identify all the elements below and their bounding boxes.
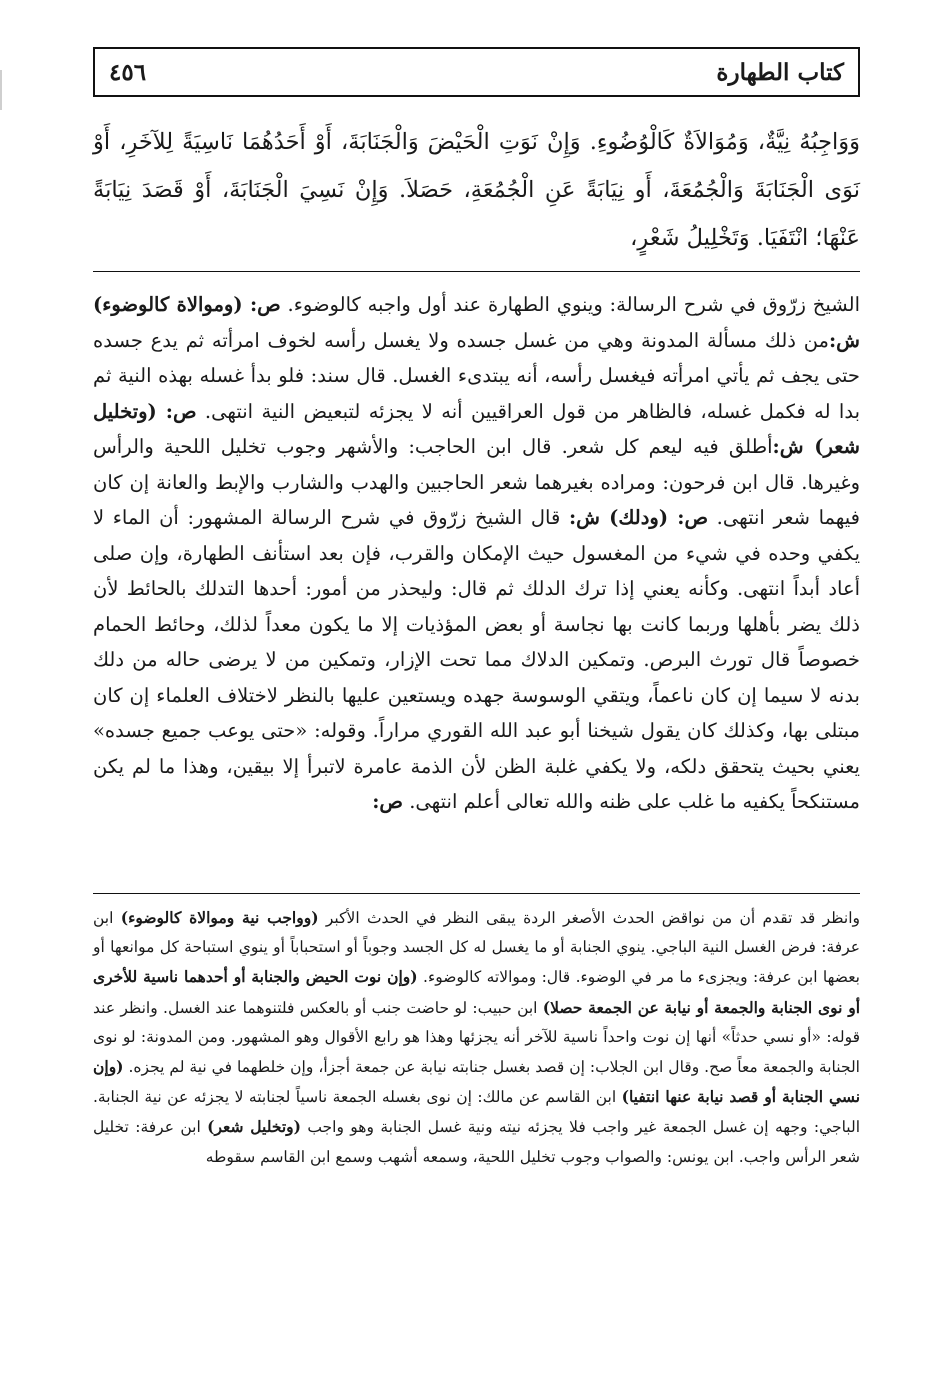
footnote-quote: (وواجب نية وموالاة كالوضوء) <box>120 908 319 927</box>
scan-edge-mark <box>0 70 2 110</box>
footnote-segment: ابن عرفة: فرض الغسل النية الباجي. ينوي الجنابة أو ما يغسل له كل الجسد وجوباً أو استحباباً أو ينوي استباحة كل موانعها أو بعضها ابن عرفة: ويجزىء ما مر في الوضوء. قال: وموالاته كالوضوء. <box>93 909 860 987</box>
page-header <box>93 47 860 97</box>
commentary-marker: ص: (وتخليل شعر) ش: <box>93 399 860 458</box>
commentary-marker: ص: (ودلك) ش: <box>568 506 709 529</box>
commentary-segment: قال الشيخ زرّوق في شرح الرسالة المشهور: أن الماء لا يكفي وحده في شيء من المغسول حيث الإمكان والقرب، فإن بعد استأنف الطهارة، وإن صلى أعاد أبداً انتهى. وكأنه يعني إذا ترك الدلك ثم قال: وليحذر من أمور: أحدها التدلك بالحائط لأن ذلك يضر بأهلها وربما كانت بها نجاسة أو بعض المؤذيات إلا ما يكون معداً لذلك، وحائط الحمام خصوصاً قال تورث البرص. وتمكين الدلاك مما تحت الإزار، وتمكين من لا يرضى حاله من دلك بدنه لا سيما إن كان ناعماً، ويتقي الوسوسة جهده ويستعين عليها بالنظر لاختلاف العلماء إن كان مبتلى بها، وكذلك كان يقول شيخنا أبو عبد الله القوري مراراً. وقوله: «حتى يوعب جميع جسده» يعني بحيث يتحقق دلكه، ولا يكفي غلبة الظن لأن الذمة عامرة لاتبرأ إلا بيقين، وهذا ما لم يكن مستنكحاً يكفيه ما غلب على ظنه والله تعالى أعلم انتهى. <box>93 506 860 813</box>
footnote-segment: وانظر قد تقدم أن من نواقض الحدث الأصغر الردة يبقى النظر في الحدث الأكبر <box>318 909 860 927</box>
footnote-text <box>93 903 860 1172</box>
main-text: وَوَاجِبُهُ نِيَّةٌ، وَمُوَالاَةٌ كَالْوُضُوءِ. وَإِنْ نَوَتِ الْحَيْضَ وَالْجَنَابَةَ، أَوْ أَحَدُهُمَا نَاسِيَةً لِلآخَرِ، أَوْ نَوَى الْجَنَابَةَ وَالْجُمُعَةَ، أَو نِيَابَةً عَنِ الْجُمُعَةِ، حَصَلاَ. وَإِنْ نَسِيَ الْجَنَابَةَ، أَوْ قَصَدَ نِيَابَةً عَنْهَا؛ انْتَفَيَا. وَتَخْلِيلُ شَعْرٍ، <box>93 129 860 251</box>
commentary-segment: من ذلك مسألة المدونة وهي من غسل جسده ولا يغسل رأسه لخوف امرأته ثم يدع جسده حتى يجف ثم يأتي امرأته فيغسل رأسه، أنه يبتدىء الغسل. قال سند: فلو بدأ غسله بهذه النية ثم بدا له فكمل غسله، فالظاهر من قول العراقيين أنه لا يجزئه لتبعيض النية انتهى. <box>93 328 861 423</box>
footnote-quote: (وإن نوت الحيض والجنابة أو أحدهما ناسية للأخرى أو نوى الجنابة والجمعة أو نيابة عن الجمعة حصلا) <box>93 967 860 1017</box>
footnote-segment: ابن حبيب: لو حاضت جنب أو بالعكس فلتنوهما عند الغسل. وانظر عند قوله: «أو نسي حدثاً» أنها إن نوت واحداً ناسية للآخر أنه يجزئها وهذا هو رابع الأقوال وهو المشهور. ومن المدونة: لو نوى الجنابة والجمعة معاً صح. وقال ابن الجلاب: إن قصد بغسل جنابته نيابة عن جمعة أجزأ، وإن خلطهما في نية لم يجزه. <box>93 998 860 1077</box>
commentary-segment: أطلق فيه ليعم كل شعر. قال ابن الحاجب: والأشهر وجوب تخليل اللحية والرأس وغيرها. قال ابن فرحون: ومراده بغيرهما شعر الحاجبين والهدب والشارب والإبط والعانة إن كان فيهما شعر انتهى. <box>93 435 860 529</box>
commentary-segment: الشيخ زرّوق في شرح الرسالة: وينوي الطهارة عند أول واجبه كالوضوء. <box>280 293 860 316</box>
page-number: ٤٥٦ <box>109 59 147 86</box>
commentary-marker: ص: (وموالاة كالوضوء) ش: <box>93 293 860 352</box>
footnote-quote: (وتخليل شعر) <box>207 1117 301 1137</box>
footnote-quote: (وإن نسي الجنابة أو قصد نيابة عنها انتفيا) <box>93 1057 861 1107</box>
section-divider-top <box>93 271 860 272</box>
running-title: كتاب الطهارة <box>716 59 844 86</box>
footnote-segment: ابن عرفة: تخليل شعر الرأس واجب. ابن يونس: والصواب وجوب تخليل اللحية، وسمعه أشهب وسمع ابن القاسم سقوطه <box>93 1118 860 1166</box>
commentary-marker: ص: <box>372 790 403 813</box>
section-divider-bottom <box>93 893 860 894</box>
commentary-text <box>93 287 860 820</box>
footnote-segment: ابن القاسم عن مالك: إن نوى بغسله الجمعة ناسياً لجنابته لا يجزئه عن نية الجنابة. الباجي: وجهه إن غسل الجمعة غير واجب فلا يجزئه نيته ونية غسل الجنابة وهو واجب <box>93 1088 861 1137</box>
